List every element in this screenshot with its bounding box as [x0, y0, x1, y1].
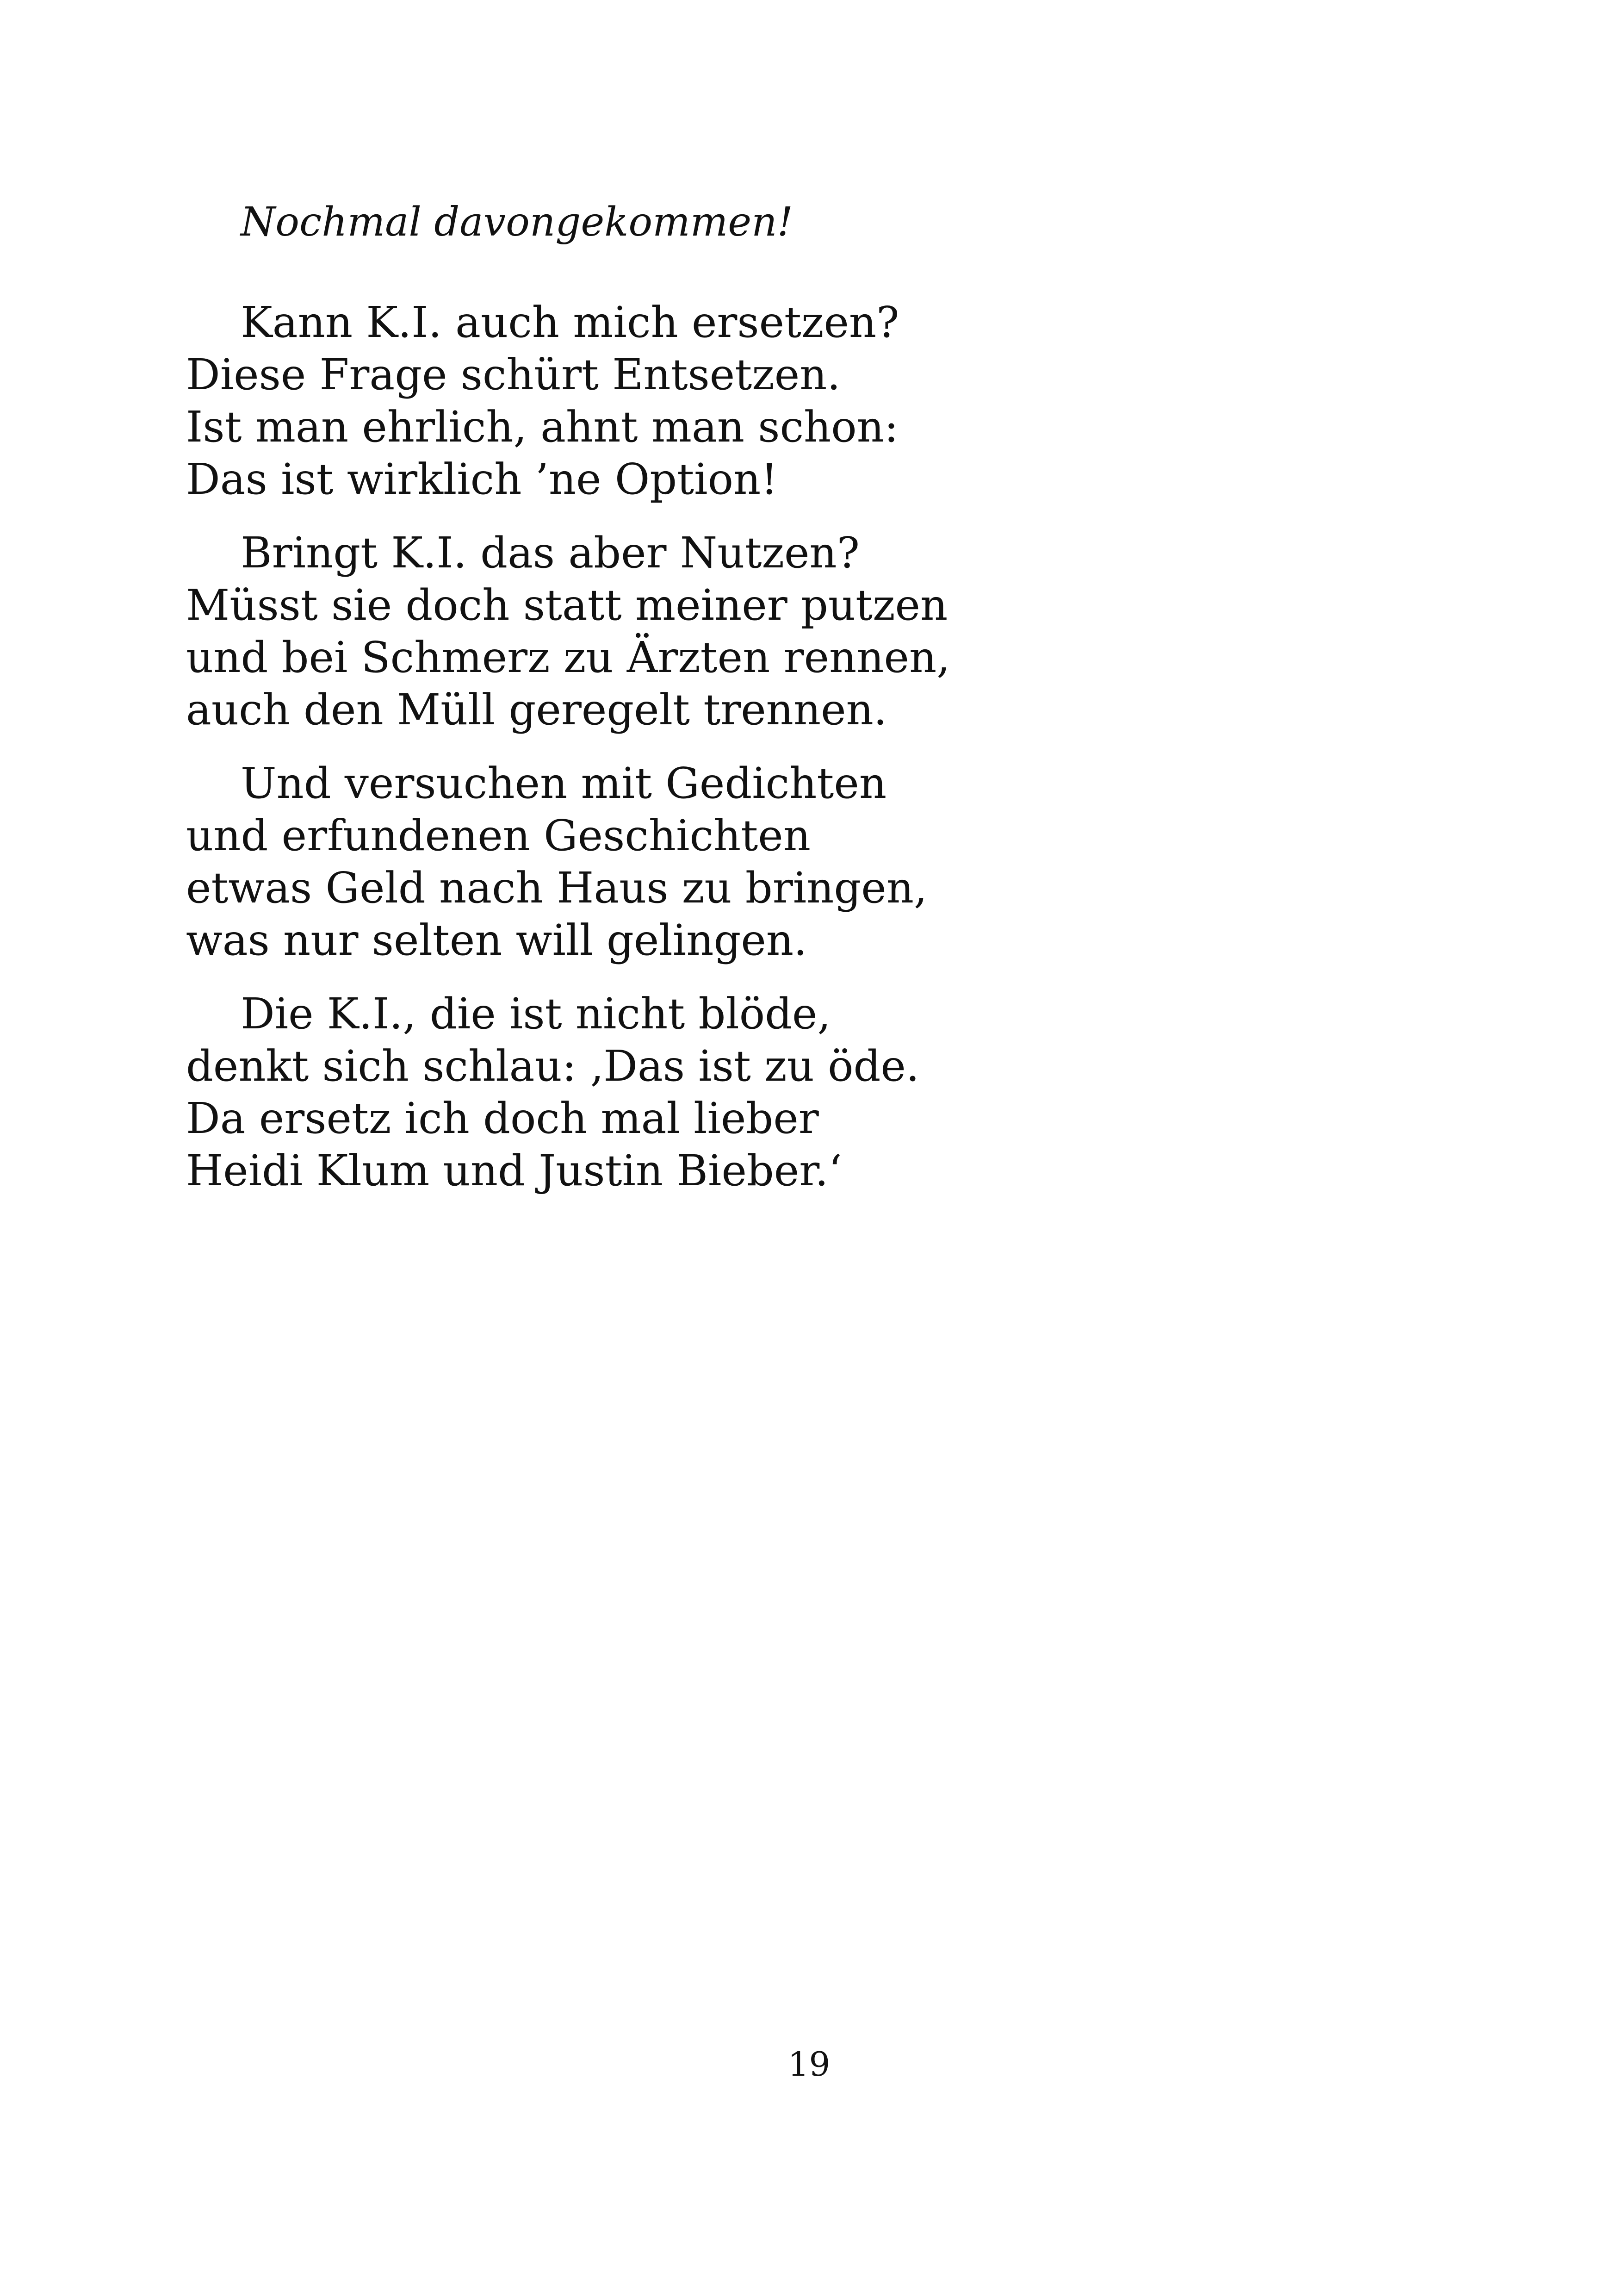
poem-line: Kann K.I. auch mich ersetzen?: [241, 298, 899, 347]
poem-line: Diese Frage schürt Entsetzen.: [186, 350, 841, 399]
page-number: 19: [787, 2045, 831, 2084]
poem-line: Müsst sie doch statt meiner putzen: [186, 580, 948, 630]
poem-title: Nochmal davongekommen!: [241, 199, 794, 245]
stanza: [186, 527, 1389, 736]
poem-line: Bringt K.I. das aber Nutzen?: [241, 528, 860, 578]
poem-line: Die K.I., die ist nicht blöde,: [241, 989, 831, 1039]
poem-line: und bei Schmerz zu Ärzten rennen,: [186, 633, 950, 682]
poem-body: [186, 296, 1389, 1218]
poem-line: und erfundenen Geschichten: [186, 811, 811, 860]
poem-line: Das ist wirklich ’ne Option!: [186, 454, 778, 504]
poem-line: was nur selten will gelingen.: [186, 915, 807, 965]
poem-line: denkt sich schlau: ‚Das ist zu öde.: [186, 1041, 920, 1091]
stanza: [186, 757, 1389, 966]
poem-line: etwas Geld nach Haus zu bringen,: [186, 863, 928, 913]
stanza: [186, 296, 1389, 505]
stanza: [186, 988, 1389, 1197]
poem-line: Heidi Klum und Justin Bieber.‘: [186, 1146, 842, 1195]
poem-line: Da ersetz ich doch mal lieber: [186, 1094, 819, 1143]
poem-line: auch den Müll geregelt trennen.: [186, 685, 887, 734]
poem-line: Und versuchen mit Gedichten: [241, 759, 887, 808]
poem-line: Ist man ehrlich, ahnt man schon:: [186, 402, 899, 452]
